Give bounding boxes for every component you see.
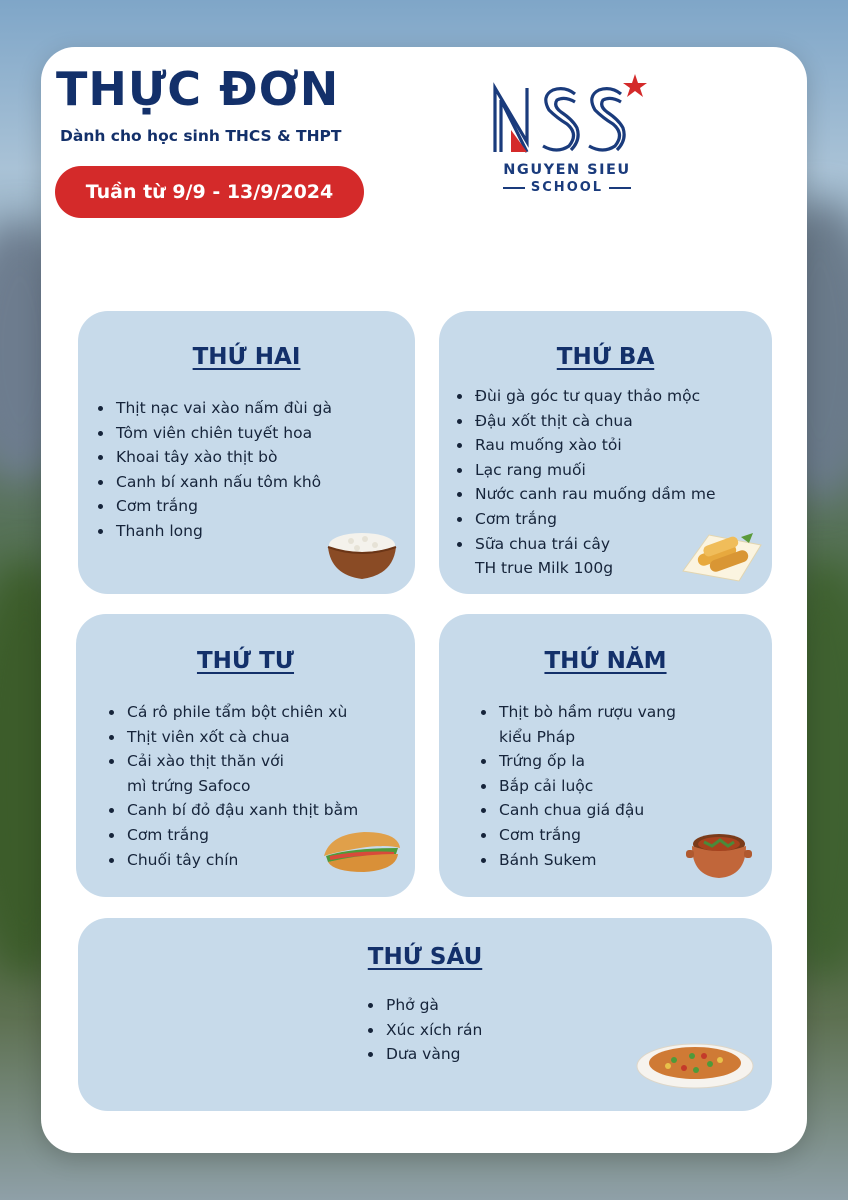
menu-item: Xúc xích rán: [366, 1018, 482, 1043]
menu-item: Cơm trắng: [107, 823, 358, 848]
menu-item: Canh chua giá đậu: [479, 798, 676, 823]
day-title: THỨ TƯ: [196, 648, 295, 674]
menu-item-continuation: mì trứng Safoco: [127, 776, 251, 795]
day-card-tuesday: [439, 311, 772, 594]
menu-item-continuation: kiểu Pháp: [499, 727, 576, 746]
menu-item-text: Thịt bò hầm rượu vang: [499, 703, 676, 721]
menu-item: Canh bí xanh nấu tôm khô: [96, 470, 332, 495]
logo-school: SCHOOL: [487, 180, 647, 195]
spring-rolls-icon: [679, 523, 763, 583]
menu-item: Thịt viên xốt cà chua: [107, 725, 358, 750]
menu-list: [455, 384, 716, 581]
menu-item: Bắp cải luộc: [479, 774, 676, 799]
menu-list: [479, 700, 676, 872]
page-subtitle: Dành cho học sinh THCS & THPT: [60, 127, 342, 145]
school-logo: [487, 72, 647, 197]
menu-item: [479, 700, 676, 749]
menu-item: Đậu xốt thịt cà chua: [455, 409, 716, 434]
menu-item: Lạc rang muối: [455, 458, 716, 483]
menu-item: Tôm viên chiên tuyết hoa: [96, 421, 332, 446]
menu-item: Thịt nạc vai xào nấm đùi gà: [96, 396, 332, 421]
menu-item: Đùi gà góc tư quay thảo mộc: [455, 384, 716, 409]
menu-item: Chuối tây chín: [107, 848, 358, 873]
day-card-thursday: [439, 614, 772, 897]
menu-item: Trứng ốp la: [479, 749, 676, 774]
menu-item: Cơm trắng: [455, 507, 716, 532]
menu-item: Cơm trắng: [479, 823, 676, 848]
menu-item: Phở gà: [366, 993, 482, 1018]
menu-item-text: Cải xào thịt thăn với: [127, 752, 284, 771]
menu-item: Dưa vàng: [366, 1042, 482, 1067]
menu-item-text: Sữa chua trái cây: [475, 534, 611, 553]
day-title: THỨ SÁU: [367, 944, 483, 970]
menu-item: Thanh long: [96, 519, 332, 544]
fried-rice-plate-icon: [634, 1036, 756, 1092]
day-card-monday: [78, 311, 415, 594]
week-badge: Tuần từ 9/9 - 13/9/2024: [55, 166, 364, 218]
page-title: THỰC ĐƠN: [56, 62, 340, 116]
day-title: THỨ BA: [556, 344, 655, 370]
menu-item: Canh bí đỏ đậu xanh thịt bằm: [107, 798, 358, 823]
logo-name: NGUYEN SIEU: [503, 162, 631, 178]
menu-item: Cá rô phile tẩm bột chiên xù: [107, 700, 358, 725]
clay-pot-icon: [686, 822, 752, 882]
menu-item: [455, 532, 716, 581]
day-title: THỨ HAI: [192, 344, 301, 370]
menu-list: [366, 993, 482, 1067]
menu-item: [107, 749, 358, 798]
menu-item: Bánh Sukem: [479, 848, 676, 873]
day-card-wednesday: [76, 614, 415, 897]
rice-bowl-icon: [325, 523, 399, 583]
menu-item: Cơm trắng: [96, 494, 332, 519]
day-card-friday: [78, 918, 772, 1111]
day-title: THỨ NĂM: [544, 648, 667, 674]
menu-item: Nước canh rau muống dầm me: [455, 482, 716, 507]
menu-list: [96, 396, 332, 544]
nss-logo-mark: [487, 72, 647, 162]
menu-item: Khoai tây xào thịt bò: [96, 445, 332, 470]
menu-item-continuation: TH true Milk 100g: [475, 559, 614, 578]
menu-item: Rau muống xào tỏi: [455, 433, 716, 458]
banh-mi-icon: [320, 826, 404, 876]
